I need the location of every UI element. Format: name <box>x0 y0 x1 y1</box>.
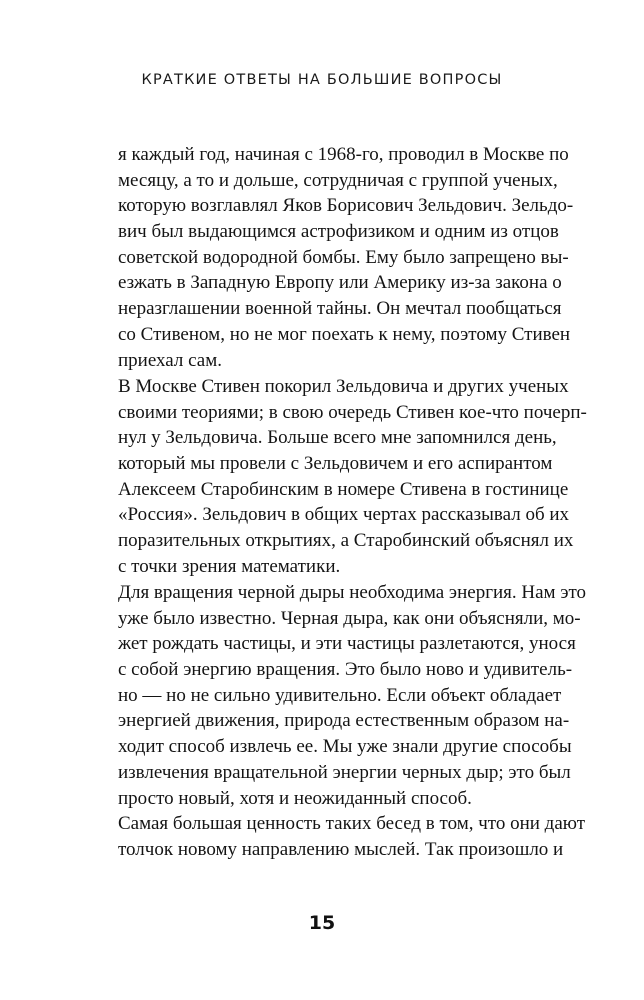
text-line: своими теориями; в свою очередь Стивен кое-что почерп- <box>118 401 587 423</box>
text-line: приехал сам. <box>118 349 222 371</box>
paragraph-2 <box>118 374 587 580</box>
text-line: Алексеем Старобинским в номере Стивена в гостинице <box>118 478 569 500</box>
text-line: но — но не сильно удивительно. Если объект обладает <box>118 684 562 706</box>
text-line: ходит способ извлечь ее. Мы уже знали другие способы <box>118 736 572 758</box>
text-line: В Москве Стивен покорил Зельдовича и других ученых <box>118 376 569 397</box>
text-line: извлечения вращательной энергии черных дыр; это был <box>118 761 571 783</box>
paragraph-3 <box>118 580 587 811</box>
text-line: поразительных открытиях, а Старобинский объяснял их <box>118 530 574 552</box>
text-line: толчок новому направлению мыслей. Так произошло и <box>118 838 564 860</box>
running-header: КРАТКИЕ ОТВЕТЫ НА БОЛЬШИЕ ВОПРОСЫ <box>141 72 503 88</box>
text-line: уже было известно. Черная дыра, как они объясняли, мо- <box>118 607 581 629</box>
text-line: нул у Зельдовича. Больше всего мне запомнился день, <box>118 427 557 449</box>
paragraph-1 <box>118 142 574 373</box>
text-line: вич был выдающимся астрофизиком и одним из отцов <box>118 221 559 243</box>
text-line: просто новый, хотя и неожиданный способ. <box>118 787 472 809</box>
text-line: «Россия». Зельдович в общих чертах рассказывал об их <box>118 504 570 526</box>
text-line: советской водородной бомбы. Ему было запрещено вы- <box>118 246 569 268</box>
text-line: езжать в Западную Европу или Америку из-за закона о <box>118 272 562 294</box>
text-line: жет рождать частицы, и эти частицы разлетаются, унося <box>118 633 576 655</box>
text-line: неразглашении военной тайны. Он мечтал пообщаться <box>118 298 562 320</box>
text-line: с собой энергию вращения. Это было ново и удивитель- <box>118 659 573 681</box>
text-line: со Стивеном, но не мог поехать к нему, поэтому Стивен <box>118 323 571 345</box>
text-line: Для вращения черной дыры необходима энергия. Нам это <box>118 582 587 603</box>
text-line: с точки зрения математики. <box>118 555 341 577</box>
text-line: которую возглавлял Яков Борисович Зельдович. Зельдо- <box>118 195 574 217</box>
text-line: который мы провели с Зельдовичем и его аспирантом <box>118 453 553 475</box>
text-line: я каждый год, начиная с 1968-го, проводил в Москве по <box>118 144 569 165</box>
text-line: месяцу, а то и дольше, сотрудничая с группой ученых, <box>118 169 558 191</box>
text-line: энергией движения, природа естественным образом на- <box>118 710 570 732</box>
paragraph-4 <box>118 811 586 862</box>
text-line: Самая большая ценность таких бесед в том, что они дают <box>118 813 586 834</box>
page-number: 15 <box>308 912 336 934</box>
